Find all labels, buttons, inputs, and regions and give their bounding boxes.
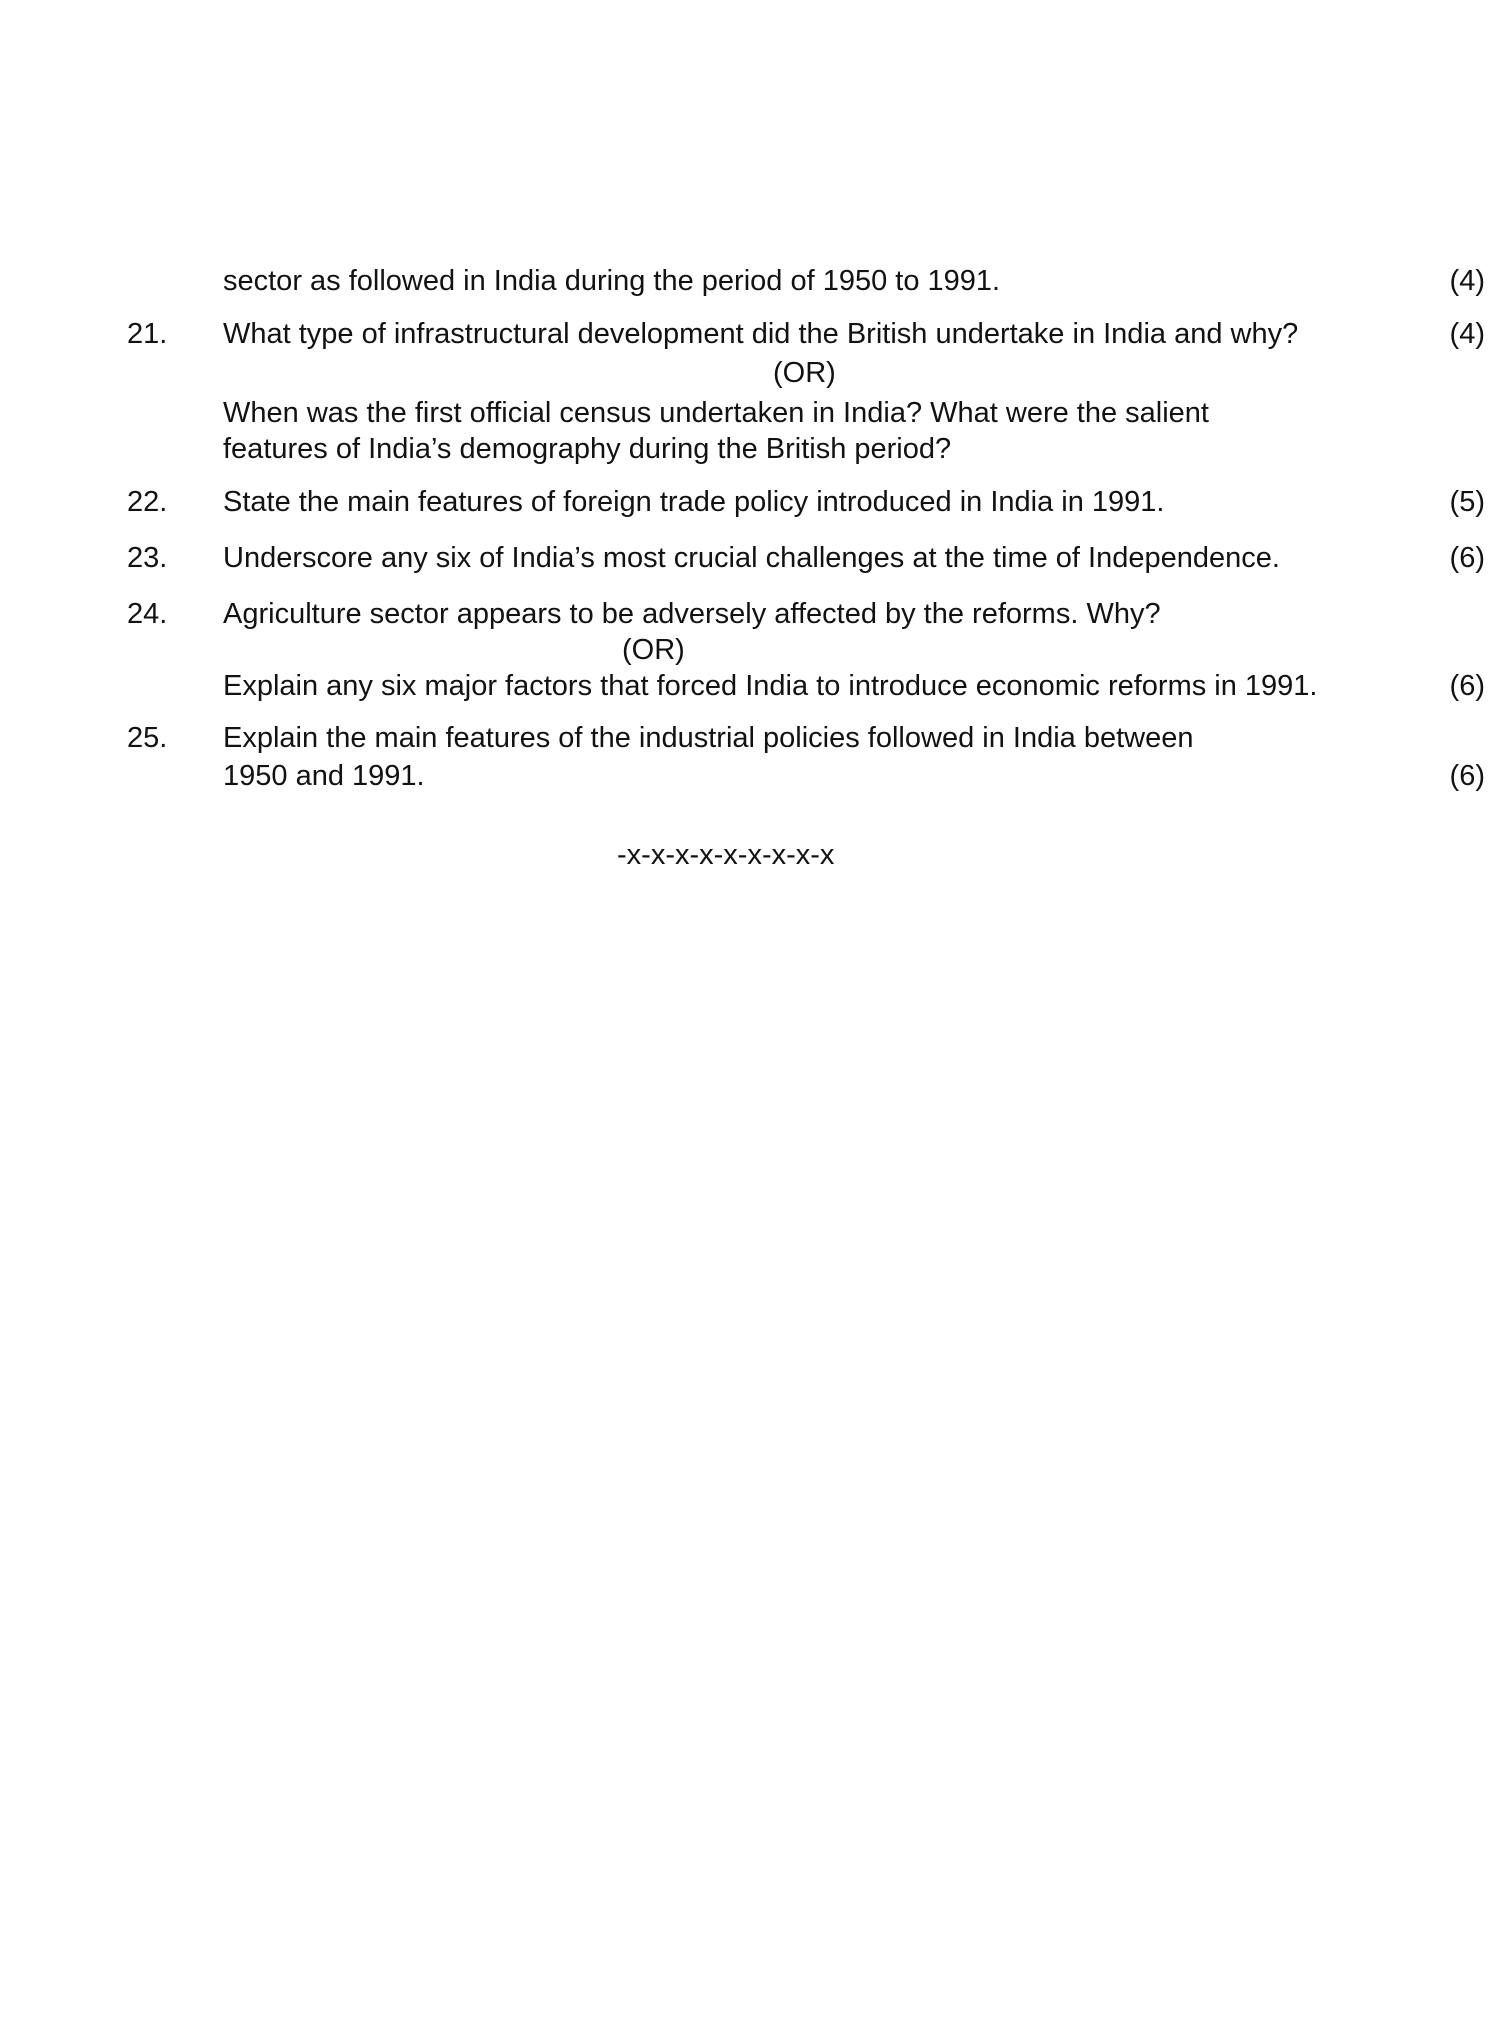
marks-label: (5)	[1449, 486, 1485, 518]
question-number: 24.	[127, 598, 168, 630]
question-row	[0, 262, 1505, 300]
question-row	[0, 483, 1505, 521]
marks-label: (6)	[1449, 670, 1485, 702]
question-number: 21.	[127, 318, 168, 350]
or-separator: (OR)	[773, 357, 836, 389]
question-text: Explain the main features of the industrial policies followed in India between	[223, 722, 1194, 754]
question-row	[0, 719, 1505, 757]
end-marker-row	[0, 836, 1505, 874]
or-separator: (OR)	[622, 634, 685, 666]
question-row	[0, 430, 1505, 468]
end-marker: -x-x-x-x-x-x-x-x-x	[617, 839, 835, 871]
question-text: What type of infrastructural development did the British undertake in India and why?	[223, 318, 1299, 350]
marks-label: (6)	[1449, 542, 1485, 574]
question-row	[0, 539, 1505, 577]
question-row	[0, 757, 1505, 795]
or-separator-row	[0, 631, 1505, 669]
or-separator-row	[0, 354, 1505, 392]
question-row	[0, 595, 1505, 633]
marks-label: (4)	[1449, 318, 1485, 350]
question-text: sector as followed in India during the period of 1950 to 1991.	[223, 265, 1001, 297]
question-text: Explain any six major factors that forced India to introduce economic reforms in 1991.	[223, 670, 1318, 702]
question-text: When was the first official census undertaken in India? What were the salient	[223, 397, 1209, 429]
question-row	[0, 394, 1505, 432]
question-row	[0, 667, 1505, 705]
question-text: Agriculture sector appears to be adversely affected by the reforms. Why?	[223, 598, 1161, 630]
question-number: 22.	[127, 486, 168, 518]
question-text: 1950 and 1991.	[223, 760, 425, 792]
question-text: features of India’s demography during the British period?	[223, 433, 952, 465]
marks-label: (6)	[1449, 760, 1485, 792]
question-number: 25.	[127, 722, 168, 754]
marks-label: (4)	[1449, 265, 1485, 297]
question-number: 23.	[127, 542, 168, 574]
question-row	[0, 315, 1505, 353]
question-text: Underscore any six of India’s most crucial challenges at the time of Independence.	[223, 542, 1280, 574]
question-text: State the main features of foreign trade policy introduced in India in 1991.	[223, 486, 1165, 518]
